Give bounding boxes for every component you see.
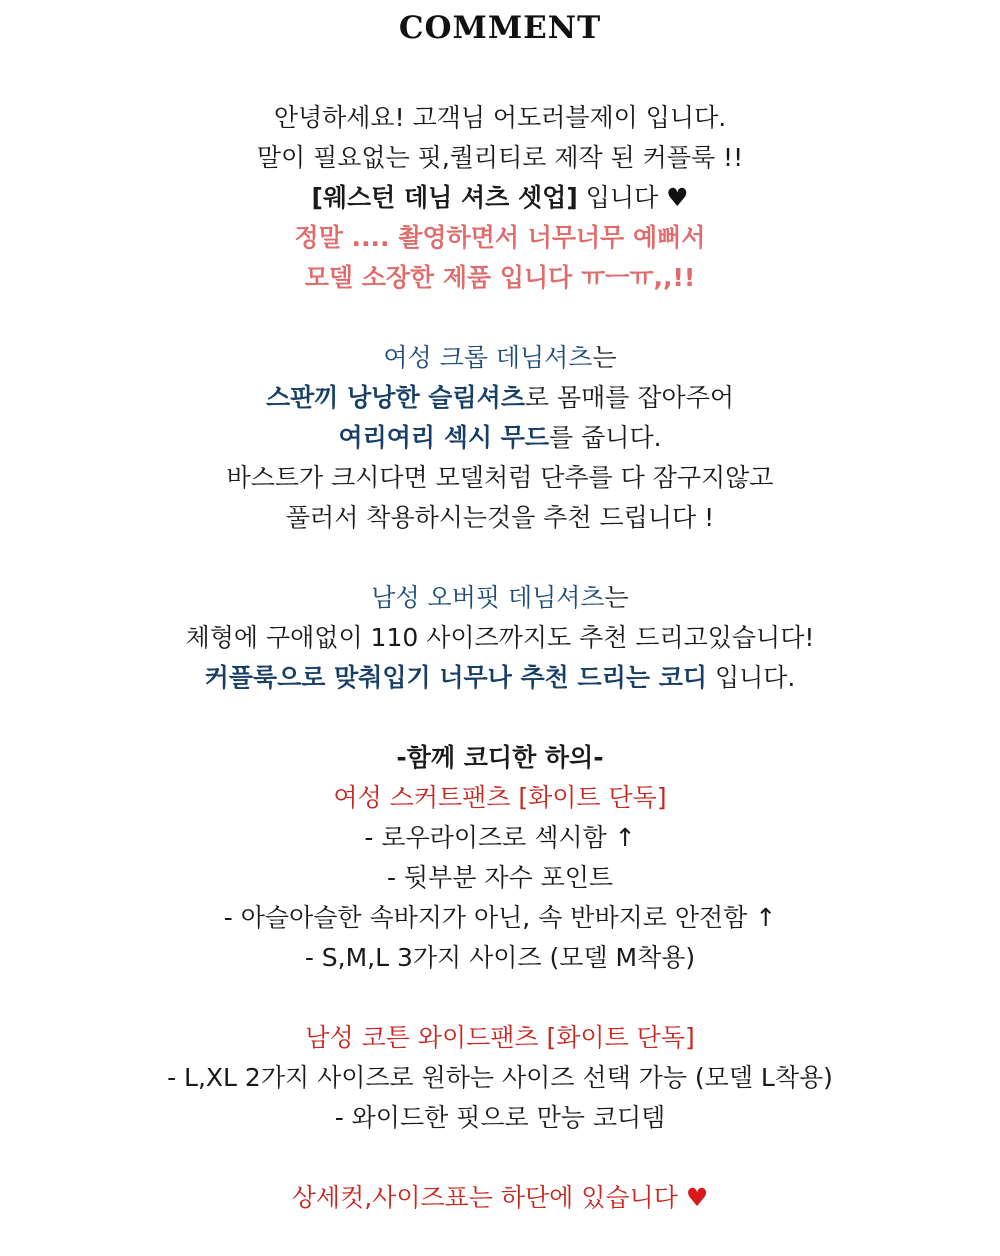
women-shirt-line-4: 바스트가 크시다면 모델처럼 단추를 다 잠구지않고 [226, 463, 774, 492]
men-shirt-line-3 [0, 658, 1000, 698]
intro-greeting: 안녕하세요! 고객님 어도러블제이 입니다. [273, 103, 727, 132]
women-pants-item: - 로우라이즈로 섹시함 ↑ [364, 823, 636, 852]
men-pants-item: - 와이드한 핏으로 만능 코디템 [334, 1103, 666, 1132]
women-shirt-line-3 [0, 418, 1000, 458]
women-pants-item: - 뒷부분 자수 포인트 [386, 863, 614, 892]
women-shirt-title [0, 338, 1000, 378]
intro-product-line [0, 178, 1000, 218]
footer-note [0, 1178, 1000, 1218]
men-shirt-name: 남성 오버핏 데님셔츠 [371, 583, 605, 612]
men-shirt-line-2: 체형에 구애없이 110 사이즈까지도 추천 드리고있습니다! [185, 623, 815, 652]
women-pants-item: - 아슬아슬한 속바지가 아닌, 속 반바지로 안전함 ↑ [223, 903, 777, 932]
men-shirt-name-suffix: 는 [604, 583, 629, 612]
heart-icon: ♥ [685, 1183, 709, 1212]
women-pants-title: 여성 스커트팬츠 [화이트 단독] [333, 783, 667, 812]
footer-text: 상세컷,사이즈표는 하단에 있습니다 [291, 1183, 686, 1212]
men-shirt-title [0, 578, 1000, 618]
women-shirt-highlight-2: 여리여리 섹시 무드 [338, 423, 550, 452]
comment-body [0, 98, 1000, 1218]
men-pants-item: - L,XL 2가지 사이즈로 원하는 사이즈 선택 가능 (모델 L착용) [167, 1063, 833, 1092]
women-shirt-name-suffix: 는 [592, 343, 617, 372]
women-shirt-highlight-1: 스판끼 낭낭한 슬림셔츠 [265, 383, 525, 412]
women-shirt-line-5: 풀러서 착용하시는것을 추천 드립니다 ! [285, 503, 715, 532]
women-shirt-line-2 [0, 378, 1000, 418]
women-pants-item: - S,M,L 3가지 사이즈 (모델 M착용) [304, 943, 696, 972]
heart-icon: ♥ [666, 183, 689, 212]
women-shirt-line-3-rest: 를 줍니다. [549, 423, 662, 452]
intro-highlight-1: 정말 .... 촬영하면서 너무너무 예뻐서 [294, 223, 706, 252]
product-name: [웨스턴 데님 셔츠 셋업] [311, 183, 578, 212]
intro-product-suffix: 입니다 [577, 183, 667, 212]
women-shirt-name: 여성 크롭 데님셔츠 [383, 343, 593, 372]
men-shirt-highlight: 커플룩으로 맞춰입기 너무나 추천 드리는 코디 [204, 663, 707, 692]
intro-highlight-2: 모델 소장한 제품 입니다 ㅠㅡㅠ,,!! [304, 263, 696, 292]
bottoms-heading: -함께 코디한 하의- [396, 743, 604, 772]
intro-quality: 말이 필요없는 핏,퀄리티로 제작 된 커플룩 !! [256, 143, 744, 172]
page-title: COMMENT [398, 10, 602, 46]
men-pants-title: 남성 코튼 와이드팬츠 [화이트 단독] [305, 1023, 695, 1052]
women-shirt-line-2-rest: 로 몸매를 잡아주어 [524, 383, 735, 412]
men-shirt-line-3-rest: 입니다. [707, 663, 796, 692]
